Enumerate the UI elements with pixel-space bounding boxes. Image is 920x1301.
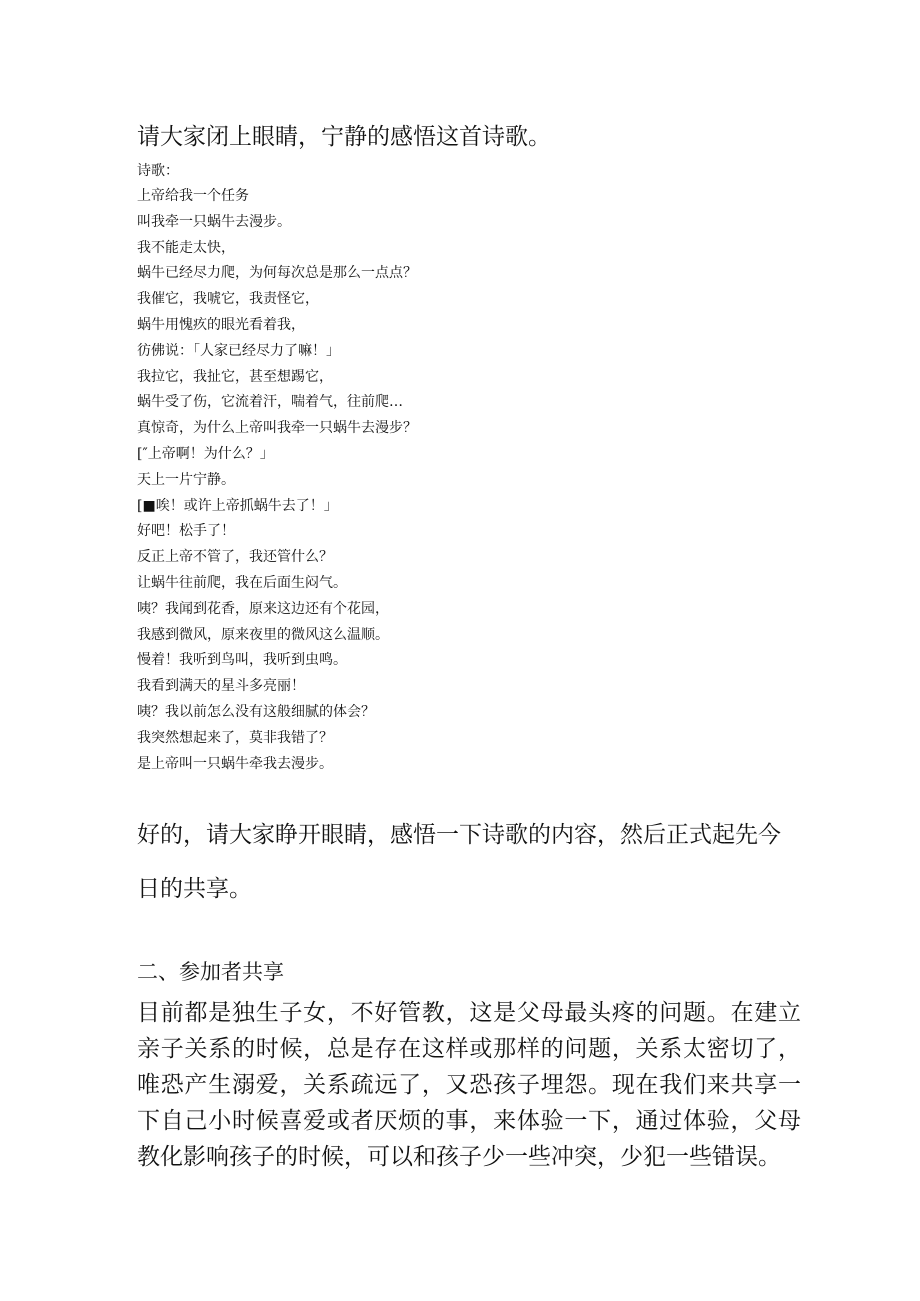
poem-line: 天上一片宁静。 — [137, 471, 235, 488]
poem-line: 慢着！我听到鸟叫，我听到虫鸣。 — [137, 652, 347, 669]
intro-instruction: 请大家闭上眼睛，宁静的感悟这首诗歌。 — [137, 124, 551, 150]
poem-line: [■唉！或许上帝抓蜗牛去了！」 — [137, 497, 338, 514]
poem-line: 我看到满天的星斗多亮丽！ — [137, 678, 305, 695]
poem-line: 我感到微风，原来夜里的微风这么温顺。 — [137, 626, 389, 643]
poem-line: 上帝给我一个任务 — [137, 188, 249, 204]
poem-label: 诗歌： — [137, 163, 179, 179]
poem-line: 我催它，我唬它，我责怪它， — [137, 291, 319, 308]
poem-line: 是上帝叫一只蜗牛牵我去漫步。 — [137, 755, 333, 772]
poem-line: 我拉它，我扯它，甚至想踢它， — [137, 368, 333, 385]
poem-line: 好吧！松手了！ — [137, 523, 235, 540]
poem-line: 让蜗牛往前爬，我在后面生闷气。 — [137, 574, 347, 591]
poem-line: 彷佛说：「人家已经尽力了嘛！」 — [137, 342, 340, 359]
poem-line: 蜗牛用愧疚的眼光看着我， — [137, 316, 305, 333]
poem-line: 咦？我以前怎么没有这般细腻的体会？ — [137, 703, 375, 720]
poem-line: 蜗牛受了伤，它流着汗，喘着气，往前爬… — [137, 394, 403, 411]
poem-line: 咦？我闻到花香，原来这边还有个花园， — [137, 600, 389, 617]
poem-line: 真惊奇，为什么上帝叫我牵一只蜗牛去漫步？ — [137, 420, 417, 437]
poem-body — [137, 184, 837, 777]
poem-line: 我不能走太快， — [137, 239, 235, 256]
section-paragraph: 目前都是独生子女，不好管教，这是父母最头疼的问题。在建立亲子关系的时候，总是存在这样或那样的问题，关系太密切了，唯恐产生溺爱，关系疏远了，又恐孩子埋怨。现在我们来共享一下自己小时候喜爱或者厌烦的事，来体验一下，通过体验，父母教化影响孩子的时候，可以和孩子少一些冲突，少犯一些错误。 — [137, 1000, 801, 1170]
section-heading: 二、参加者共享 — [137, 960, 284, 984]
poem-line: 叫我牵一只蜗牛去漫步。 — [137, 213, 291, 230]
closing-instruction: 好的，请大家睁开眼睛，感悟一下诗歌的内容，然后正式起先今日的共享。 — [137, 822, 781, 902]
poem-line: 反正上帝不管了，我还管什么？ — [137, 549, 333, 566]
poem-line: 我突然想起来了，莫非我错了？ — [137, 729, 333, 746]
poem-line: [″上帝啊！为什么？」 — [137, 445, 274, 462]
poem-line: 蜗牛已经尽力爬，为何每次总是那么一点点？ — [137, 265, 417, 282]
